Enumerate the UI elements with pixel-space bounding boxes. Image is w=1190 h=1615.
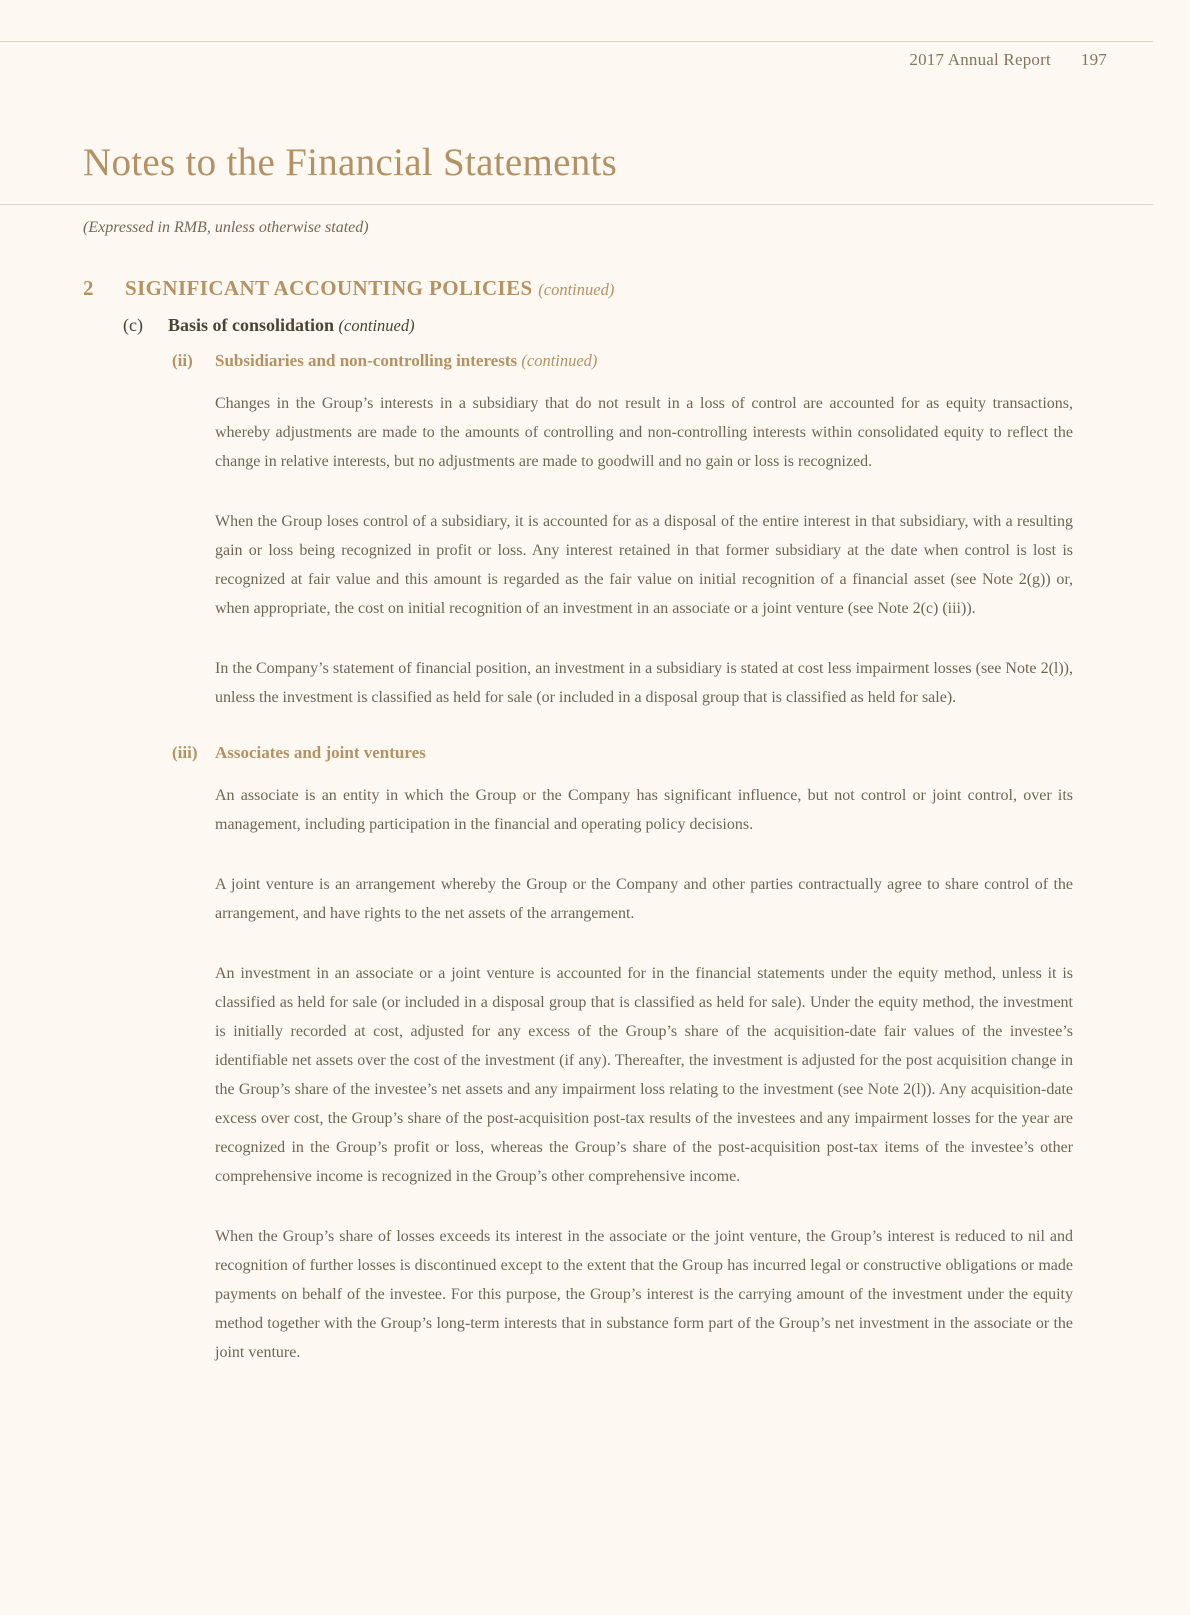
section-title-text: SIGNIFICANT ACCOUNTING POLICIES bbox=[125, 276, 533, 300]
part-ii-title bbox=[215, 351, 597, 371]
section-title bbox=[125, 276, 614, 301]
subsection-c-title bbox=[168, 315, 415, 336]
title-rule bbox=[0, 204, 1153, 205]
paragraph: When the Group’s share of losses exceeds its interest in the associate or the joint venture, the Group’s interest is reduced to nil and recognition of further losses is discontinued except to the extent that the Group has incurred legal or constructive obligations or made payments on behalf of the investee. For this purpose, the Group’s interest is the carrying amount of the investment under the equity method together with the Group’s long-term interests that in substance form part of the Group’s net investment in the associate or the joint venture. bbox=[215, 1228, 1073, 1361]
part-ii-title-text: Subsidiaries and non-controlling interests bbox=[215, 351, 518, 370]
paragraph: Changes in the Group’s interests in a subsidiary that do not result in a loss of control are accounted for as equity transactions, whereby adjustments are made to the amounts of controlling and non-controlling interests within consolidated equity to reflect the change in relative interests, but no adjustments are made to goodwill and no gain or loss is recognized. bbox=[215, 395, 1073, 470]
part-iii-label: (iii) bbox=[172, 743, 198, 762]
part-ii-continued-label: (continued) bbox=[521, 351, 598, 370]
document-title: Notes to the Financial Statements bbox=[83, 141, 618, 184]
section-continued-label: (continued) bbox=[538, 280, 615, 299]
paragraph: In the Company’s statement of financial position, an investment in a subsidiary is stated at cost less impairment losses (see Note 2(l)), unless the investment is classified as held for sale (or included in a disposal group that is classified as held for sale). bbox=[215, 660, 1073, 706]
part-iii-heading bbox=[172, 743, 1073, 763]
section-2-heading bbox=[83, 276, 1073, 301]
part-ii-heading bbox=[172, 351, 1073, 371]
subsection-c-label: (c) bbox=[123, 315, 143, 335]
paragraph: An associate is an entity in which the Group or the Company has significant influence, but not control or joint control, over its management, including participation in the financial and operating policy decisions. bbox=[215, 787, 1073, 833]
notes-content bbox=[83, 276, 1073, 1367]
subsection-c-heading bbox=[123, 315, 1073, 336]
part-ii-label: (ii) bbox=[172, 351, 193, 370]
page-number: 197 bbox=[1080, 50, 1107, 69]
paragraph: A joint venture is an arrangement whereby the Group or the Company and other parties contractually agree to share control of the arrangement, and have rights to the net assets of the arrangement. bbox=[215, 876, 1073, 922]
page-header bbox=[909, 50, 1107, 70]
document-subtitle: (Expressed in RMB, unless otherwise stated) bbox=[83, 219, 369, 236]
paragraph: When the Group loses control of a subsidiary, it is accounted for as a disposal of the entire interest in that subsidiary, with a resulting gain or loss being recognized in profit or loss. Any interest retained in that former subsidiary at the date when control is lost is recognized at fair value and this amount is regarded as the fair value on initial recognition of a financial asset (see Note 2(g)) or, when appropriate, the cost on initial recognition of an investment in an associate or a joint venture (see Note 2(c) (iii)). bbox=[215, 513, 1073, 617]
header-rule bbox=[0, 41, 1153, 42]
section-number: 2 bbox=[83, 276, 94, 300]
part-iii-title-text: Associates and joint ventures bbox=[215, 743, 426, 762]
subsection-c-title-text: Basis of consolidation bbox=[168, 315, 335, 335]
subsection-c-continued-label: (continued) bbox=[338, 316, 415, 335]
part-iii-title bbox=[215, 743, 426, 763]
paragraph: An investment in an associate or a joint venture is accounted for in the financial statements under the equity method, unless it is classified as held for sale (or included in a disposal group that is classified as held for sale). Under the equity method, the investment is initially recorded at cost, adjusted for any excess of the Group’s share of the acquisition-date fair values of the investee’s identifiable net assets over the cost of the investment (if any). Thereafter, the investment is adjusted for the post acquisition change in the Group’s share of the investee’s net assets and any impairment loss relating to the investment (see Note 2(l)). Any acquisition-date excess over cost, the Group’s share of the post-acquisition post-tax results of the investees and any impairment losses for the year are recognized in the Group’s profit or loss, whereas the Group’s share of the post-acquisition post-tax items of the investee’s other comprehensive income is recognized in the Group’s other comprehensive income. bbox=[215, 965, 1073, 1185]
report-title: 2017 Annual Report bbox=[909, 50, 1051, 69]
